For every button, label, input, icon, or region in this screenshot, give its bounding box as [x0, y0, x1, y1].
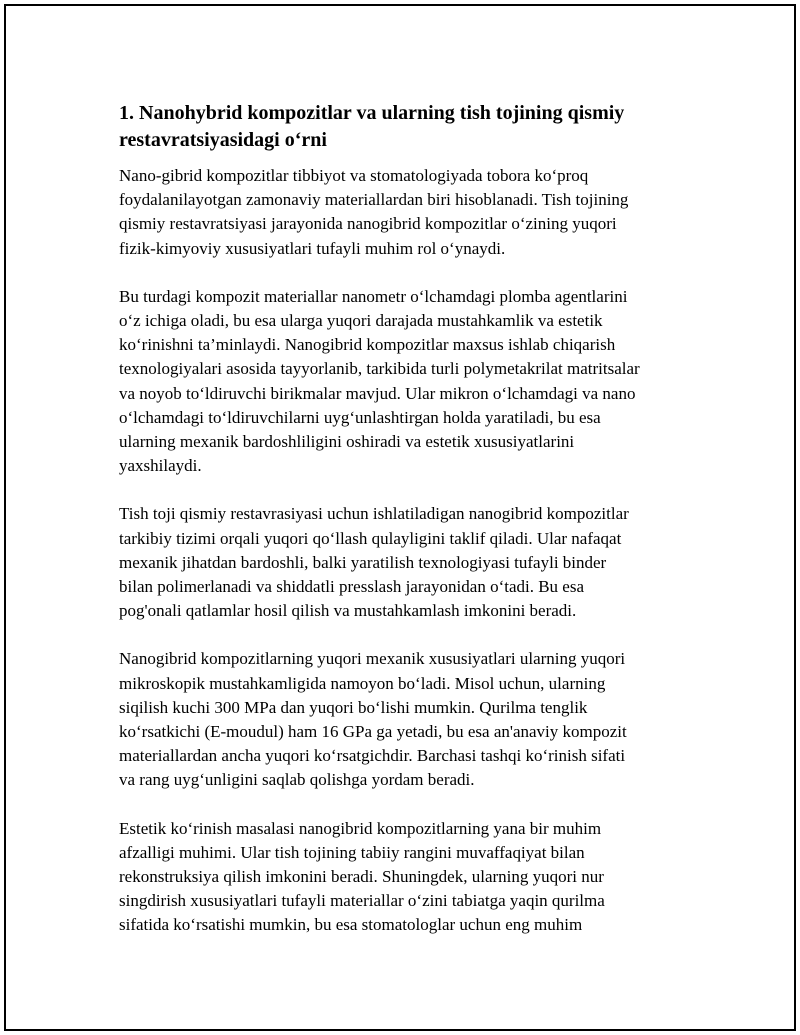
paragraph-2: [119, 285, 689, 479]
paragraph-5: [119, 817, 689, 938]
text-line: Nanogibrid kompozitlarning yuqori mexanik xususiyatlari ularning yuqori: [119, 649, 626, 669]
text-line: yaxshilaydi.: [119, 456, 202, 476]
document-body: [119, 100, 689, 962]
text-line: o‘z ichiga oladi, bu esa ularga yuqori darajada mustahkamlik va estetik: [119, 311, 603, 331]
text-line: fizik-kimyoviy xususiyatlari tufayli muhim rol o‘ynaydi.: [119, 238, 506, 258]
text-line: Nano-gibrid kompozitlar tibbiyot va stomatologiyada tobora ko‘proq: [119, 166, 589, 185]
text-line: bilan polimerlanadi va shiddatli presslash jarayonidan o‘tadi. Bu esa: [119, 577, 585, 597]
paragraph-1: [119, 164, 689, 261]
text-line: ko‘rinishni ta’minlaydi. Nanogibrid kompozitlar maxsus ishlab chiqarish: [119, 335, 616, 355]
page-frame: [4, 4, 796, 1031]
text-line: Tish toji qismiy restavrasiyasi uchun ishlatiladigan nanogibrid kompozitlar: [119, 504, 629, 524]
text-line: pog'onali qatlamlar hosil qilish va mustahkamlash imkonini beradi.: [119, 601, 577, 621]
text-line: rekonstruksiya qilish imkonini beradi. Shuningdek, ularning yuqori nur: [119, 867, 604, 887]
text-line: va noyob to‘ldiruvchi birikmalar mavjud. Ular mikron o‘lchamdagi va nano: [119, 383, 636, 403]
text-line: siqilish kuchi 300 MPa dan yuqori bo‘lishi mumkin. Qurilma tenglik: [119, 697, 588, 717]
heading-line: restavratsiyasidagi o‘rni: [119, 129, 327, 151]
text-line: ko‘rsatkichi (E-moudul) ham 16 GPa ga yetadi, bu esa an'anaviy kompozit: [119, 722, 627, 742]
text-line: Estetik ko‘rinish masalasi nanogibrid kompozitlarning yana bir muhim: [119, 818, 602, 838]
heading-line: 1. Nanohybrid kompozitlar va ularning tish tojining qismiy: [119, 102, 625, 124]
text-line: va rang uyg‘unligini saqlab qolishga yordam beradi.: [119, 770, 475, 790]
text-line: tarkibiy tizimi orqali yuqori qo‘llash qulayligini taklif qiladi. Ular nafaqat: [119, 528, 622, 548]
text-line: afzalligi muhimi. Ular tish tojining tabiiy rangini muvaffaqiyat bilan: [119, 842, 585, 862]
text-line: qismiy restavratsiyasi jarayonida nanogibrid kompozitlar o‘zining yuqori: [119, 214, 617, 234]
paragraph-4: [119, 647, 689, 792]
text-line: mikroskopik mustahkamligida namoyon bo‘ladi. Misol uchun, ularning: [119, 673, 606, 693]
text-line: Bu turdagi kompozit materiallar nanometr o‘lchamdagi plomba agentlarini: [119, 286, 628, 306]
text-line: sifatida ko‘rsatishi mumkin, bu esa stomatologlar uchun eng muhim: [119, 915, 583, 935]
text-line: foydalanilayotgan zamonaviy materiallardan biri hisoblanadi. Tish tojining: [119, 190, 629, 210]
text-line: texnologiyalari asosida tayyorlanib, tarkibida turli polymetakrilat matritsalar: [119, 359, 640, 379]
text-line: ularning mexanik bardoshliligini oshiradi va estetik xususiyatlarini: [119, 432, 575, 452]
paragraph-3: [119, 502, 689, 623]
text-line: o‘lchamdagi to‘ldiruvchilarni uyg‘unlashtirgan holda yaratiladi, bu esa: [119, 407, 601, 427]
section-heading: [119, 100, 689, 154]
text-line: materiallardan ancha yuqori ko‘rsatgichdir. Barchasi tashqi ko‘rinish sifati: [119, 746, 626, 766]
text-line: mexanik jihatdan bardoshli, balki yaratilish texnologiyasi tufayli binder: [119, 552, 607, 572]
text-line: singdirish xususiyatlari tufayli materiallar o‘zini tabiatga yaqin qurilma: [119, 891, 605, 911]
